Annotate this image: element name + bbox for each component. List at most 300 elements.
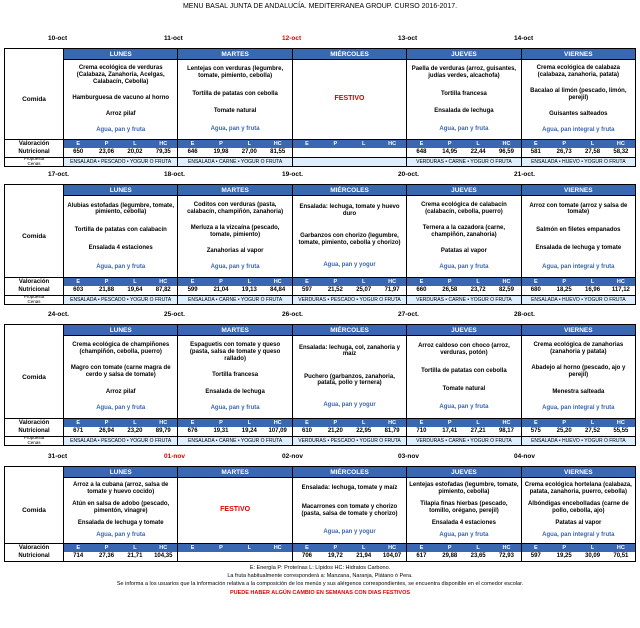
- nutrition-values: [64, 286, 177, 295]
- date-label: 27-oct.: [398, 311, 419, 318]
- nutrient-header: HC: [159, 545, 168, 551]
- nutrition-cell: [63, 278, 177, 295]
- nutrient-header: L: [476, 420, 480, 426]
- nutrition-values: [64, 148, 177, 157]
- nutrient-value: 19,64: [127, 287, 143, 293]
- nutrient-header: E: [76, 420, 81, 426]
- nutrient-value: 599: [187, 287, 198, 293]
- day-header-row: [5, 185, 635, 196]
- nutrient-header: L: [247, 545, 251, 551]
- nutrient-header: L: [247, 279, 251, 285]
- comida-label: Comida: [22, 96, 46, 103]
- nutrient-value: 19,72: [327, 553, 343, 559]
- nutrient-header: P: [219, 420, 223, 426]
- nutrient-value: 87,82: [155, 287, 171, 293]
- nutrition-label: [5, 140, 63, 157]
- nutrition-row: [5, 543, 635, 561]
- dinner-suggestion: VERDURAS • PESCADO • YOGUR O FRUTA: [292, 296, 406, 304]
- nutrition-header: [293, 419, 406, 427]
- date-label: 28-oct.: [514, 311, 535, 318]
- nutrient-value: [350, 148, 378, 157]
- day-header: MARTES: [177, 185, 291, 196]
- day-menu-cell: [177, 478, 291, 543]
- dish: Arroz pilaf: [105, 110, 136, 117]
- dish: Guisantes salteados: [549, 110, 608, 117]
- nutrient-value: 617: [416, 553, 427, 559]
- nutrient-header: L: [362, 141, 366, 147]
- nutrient-header: E: [533, 545, 538, 551]
- nutrient-value: 23,65: [470, 553, 486, 559]
- corner-cell: [5, 49, 63, 60]
- nutrition-label-line1: Valoración: [18, 545, 50, 552]
- nutrient-header: E: [419, 279, 424, 285]
- nutrition-values: [522, 148, 635, 157]
- nutrient-header: P: [104, 141, 109, 147]
- footer-warning: PUEDE HABER ALGÚN CAMBIO EN SEMANAS CON DIAS FESTIVOS: [229, 589, 411, 596]
- nutrient-value: 26,94: [99, 428, 115, 434]
- nutrition-cell: [292, 140, 406, 157]
- nutrient-value: 16,96: [585, 287, 601, 293]
- dish: Tortilla francesa: [212, 372, 259, 379]
- dish: Lentejas con verduras (legumbre, tomate, pimiento, cebolla): [187, 66, 284, 80]
- nutrient-value: 25,07: [356, 287, 372, 293]
- nutrition-label: [5, 278, 63, 295]
- dish: Hamburguesa de vacuno al horno: [72, 95, 170, 102]
- nutrition-header: [407, 544, 520, 552]
- nutrient-header: E: [76, 545, 81, 551]
- dish: Menestra salteada: [552, 388, 605, 395]
- day-header: VIERNES: [521, 185, 635, 196]
- nutrition-header: [293, 140, 406, 148]
- date-label: 31-oct: [48, 453, 68, 460]
- nutrient-value: 20,02: [127, 149, 143, 155]
- nutrient-value: 660: [416, 287, 427, 293]
- dinner-suggestion: ENSALADA • CARNE • YOGUR O FRUTA: [177, 437, 291, 445]
- dish: Macarrones con tomate y chorizo (pasta, salsa de tomate y chorizo): [301, 503, 398, 517]
- nutrient-header: L: [590, 279, 595, 285]
- nutrient-value: 27,21: [470, 428, 486, 434]
- festivo-label: FESTIVO: [220, 506, 251, 514]
- nutrient-value: 89,79: [155, 428, 171, 434]
- nutrient-header: E: [419, 545, 424, 551]
- dish: Ternera a la cazadora (carne, champiñón, zanahoria): [422, 224, 506, 238]
- day-header: LUNES: [63, 185, 177, 196]
- day-header: MIÉRCOLES: [292, 325, 406, 336]
- comida-row: [5, 336, 635, 418]
- nutrient-header: P: [104, 545, 109, 551]
- nutrient-header: E: [419, 141, 424, 147]
- day-menu-cell: [63, 478, 177, 543]
- nutrient-value: 21,71: [127, 553, 143, 559]
- nutrient-header: P: [104, 420, 109, 426]
- dish: Arroz caldoso con choco (arroz, verduras, potón): [418, 342, 510, 356]
- dinner-label-line2: Cenas: [27, 161, 41, 166]
- nutrition-cell: [177, 140, 291, 157]
- corner-cell: [5, 467, 63, 478]
- nutrition-label-line1: Valoración: [18, 420, 50, 427]
- festivo-label: FESTIVO: [334, 95, 365, 103]
- dish: Ensalada de lechuga y tomate: [535, 245, 622, 252]
- week-block: [4, 169, 636, 304]
- nutrient-header: L: [362, 420, 366, 426]
- dinner-suggestion: ENSALADA • PESCADO • YOGUR O FRUTA: [63, 437, 177, 445]
- nutrition-values: [178, 552, 291, 561]
- nutrition-header: [178, 278, 291, 286]
- nutrient-header: E: [76, 141, 81, 147]
- drinks-bread: Agua, pan y yogur: [323, 529, 376, 536]
- nutrient-value: 597: [530, 553, 541, 559]
- corner-cell: [5, 185, 63, 196]
- day-header: VIERNES: [521, 325, 635, 336]
- date-label: 04-nov: [514, 453, 535, 460]
- dinner-suggestion: ENSALADA • PESCADO • YOGUR O FRUTA: [63, 158, 177, 166]
- nutrition-values: [522, 286, 635, 295]
- nutrition-cell: [177, 544, 291, 561]
- nutrition-values: [407, 286, 520, 295]
- drinks-bread: Agua, pan integral y fruta: [542, 263, 615, 270]
- nutrient-header: E: [533, 141, 538, 147]
- nutrient-header: P: [219, 279, 223, 285]
- nutrition-header: [293, 278, 406, 286]
- date-label: 24-oct.: [48, 311, 69, 318]
- day-header: MARTES: [177, 49, 291, 60]
- nutrient-value: 107,09: [268, 428, 287, 434]
- nutrition-label-line2: Nutricional: [18, 552, 50, 559]
- nutrient-value: 680: [530, 287, 541, 293]
- nutrient-header: E: [305, 279, 309, 285]
- nutrition-header: [522, 140, 635, 148]
- nutrient-header: L: [590, 420, 595, 426]
- day-menu-cell: [63, 60, 177, 139]
- day-menu-cell: [63, 336, 177, 418]
- week-dates: [4, 451, 636, 466]
- nutrient-header: HC: [159, 141, 168, 147]
- dinner-label: [5, 158, 63, 166]
- day-header: MIÉRCOLES: [292, 49, 406, 60]
- dish: Garbanzos con chorizo (legumbre, tomate, pimiento, cebolla y chorizo): [298, 233, 401, 246]
- day-menu-cell: [292, 336, 406, 418]
- dish: Salmón en filetes empanados: [536, 227, 621, 234]
- footer-fruit-note: La fruta habitualmente corresponderá a: Manzana, Naranja, Plátano ó Pera.: [227, 573, 413, 580]
- drinks-bread: Agua, pan y fruta: [439, 264, 489, 271]
- nutrient-value: 671: [73, 428, 84, 434]
- day-menu-cell: [63, 196, 177, 277]
- nutrient-header: E: [305, 545, 309, 551]
- day-header: MIÉRCOLES: [292, 467, 406, 478]
- nutrient-header: P: [562, 141, 566, 147]
- nutrient-header: L: [476, 279, 480, 285]
- nutrient-value: 19,31: [213, 428, 229, 434]
- nutrient-value: 71,97: [384, 287, 400, 293]
- dish: Alubias estofadas (legumbre, tomate, pimiento, cebolla): [67, 202, 175, 216]
- nutrient-header: E: [305, 141, 309, 147]
- nutrient-header: L: [247, 141, 251, 147]
- nutrient-header: L: [133, 141, 137, 147]
- nutrient-header: L: [133, 545, 137, 551]
- drinks-bread: Agua, pan y yogur: [323, 261, 376, 268]
- dish: Ensalada de lechuga: [434, 108, 494, 115]
- nutrient-header: HC: [273, 545, 282, 551]
- nutrient-value: 23,72: [470, 287, 486, 293]
- dinner-label-line1: Propuesta: [23, 435, 45, 441]
- dish: Ensalada: lechuga, col, zanahoria y maíz: [298, 344, 401, 358]
- day-menu-cell: [177, 196, 291, 277]
- date-label: 13-oct: [398, 35, 418, 42]
- dish: Tilapia finas hierbas (pescado, tomillo, orégano, perejil): [420, 500, 508, 514]
- nutrient-value: [263, 552, 291, 561]
- day-menu-cell: [406, 336, 520, 418]
- nutrition-header: [293, 544, 406, 552]
- nutrition-header: [178, 419, 291, 427]
- nutrient-header: P: [333, 420, 338, 426]
- dinner-suggestion: ENSALADA • CARNE • YOGUR O FRUTA: [177, 296, 291, 304]
- corner-cell: [5, 325, 63, 336]
- dish: Crema ecológica de zanahorias (zanahoria y patata): [533, 341, 624, 355]
- dinner-suggestion: VERDURAS • PESCADO • YOGUR O FRUTA: [292, 437, 406, 445]
- nutrient-header: E: [190, 279, 195, 285]
- nutrient-value: 610: [301, 428, 312, 434]
- day-header: MARTES: [177, 325, 291, 336]
- day-menu-cell: [406, 478, 520, 543]
- dinner-suggestion: VERDURAS • CARNE • YOGUR O FRUTA: [406, 296, 520, 304]
- nutrient-value: 27,36: [99, 553, 115, 559]
- nutrient-value: 21,04: [213, 287, 229, 293]
- dish: Puchero (garbanzos, zanahoria, patata, pollo y ternera): [304, 373, 395, 387]
- nutrient-value: 104,35: [154, 553, 173, 559]
- drinks-bread: Agua, pan y fruta: [439, 404, 489, 411]
- nutrient-header: P: [333, 545, 338, 551]
- dish: Crema ecológica de calabaza (calabaza, zanahoria, patata): [536, 65, 621, 79]
- day-menu-cell: [521, 336, 635, 418]
- drinks-bread: Agua, pan integral y fruta: [542, 126, 615, 133]
- nutrient-header: L: [362, 279, 366, 285]
- day-menu-cell: [292, 60, 406, 139]
- dish: Patatas al vapor: [555, 520, 602, 527]
- dish: Tomate natural: [442, 386, 486, 393]
- dinner-label-line2: Cenas: [27, 440, 41, 445]
- dinner-row: [5, 157, 635, 166]
- nutrient-value: [207, 552, 235, 561]
- comida-label: Comida: [22, 507, 46, 514]
- nutrient-value: 79,35: [155, 149, 171, 155]
- dinner-suggestion: [292, 158, 406, 166]
- week-block: [4, 309, 636, 445]
- nutrient-value: [235, 552, 263, 561]
- nutrient-header: L: [247, 420, 251, 426]
- nutrient-header: P: [447, 141, 452, 147]
- nutrient-header: P: [562, 545, 566, 551]
- menu-table: [4, 466, 636, 562]
- date-label: 10-oct: [48, 35, 68, 42]
- nutrient-header: P: [333, 279, 338, 285]
- nutrition-label-line1: Valoración: [18, 279, 50, 286]
- nutrient-header: P: [333, 141, 338, 147]
- nutrient-value: 710: [416, 428, 427, 434]
- drinks-bread: Agua, pan y fruta: [439, 125, 489, 132]
- nutrition-cell: [63, 544, 177, 561]
- nutrient-header: E: [533, 420, 538, 426]
- nutrition-values: [178, 427, 291, 436]
- date-label: 21-oct.: [514, 171, 535, 178]
- dish: Magro con tomate (carne magra de cerdo y salsa de tomate): [70, 365, 171, 379]
- day-header: JUEVES: [406, 49, 520, 60]
- nutrient-value: 714: [73, 553, 84, 559]
- nutrition-cell: [521, 278, 635, 295]
- nutrition-values: [293, 148, 406, 157]
- nutrient-value: 676: [187, 428, 198, 434]
- nutrition-label-line2: Nutricional: [18, 148, 50, 155]
- nutrient-value: 82,59: [498, 287, 514, 293]
- nutrient-value: 84,84: [270, 287, 286, 293]
- nutrition-label-line2: Nutricional: [18, 427, 50, 434]
- nutrient-value: 27,52: [585, 428, 601, 434]
- day-menu-cell: [521, 60, 635, 139]
- nutrition-values: [522, 427, 635, 436]
- week-block: [4, 33, 636, 166]
- dish: Coditos con verduras (pasta, calabacín, champiñón, zanahoria): [187, 201, 284, 215]
- comida-row: [5, 196, 635, 277]
- nutrient-header: HC: [388, 141, 397, 147]
- nutrient-value: 98,17: [498, 428, 514, 434]
- dinner-suggestion: ENSALADA • PESCADO • YOGUR O FRUTA: [63, 296, 177, 304]
- menu-table: [4, 184, 636, 305]
- nutrition-header: [522, 544, 635, 552]
- nutrient-header: E: [190, 141, 195, 147]
- nutrient-value: 597: [301, 287, 312, 293]
- day-menu-cell: [521, 196, 635, 277]
- nutrient-header: E: [76, 279, 81, 285]
- comida-label: Comida: [22, 373, 46, 381]
- nutrient-value: 19,25: [556, 553, 572, 559]
- date-label: 18-oct.: [164, 171, 185, 178]
- drinks-bread: Agua, pan y fruta: [96, 263, 146, 270]
- day-menu-cell: [406, 60, 520, 139]
- nutrient-header: E: [190, 420, 195, 426]
- nutrition-header: [64, 278, 177, 286]
- day-header-row: [5, 49, 635, 60]
- nutrition-values: [293, 552, 406, 561]
- comida-label: Comida: [22, 233, 46, 240]
- day-menu-cell: [292, 478, 406, 543]
- nutrition-values: [64, 552, 177, 561]
- nutrient-header: E: [190, 545, 195, 551]
- nutrient-value: 30,09: [585, 553, 601, 559]
- nutrient-header: HC: [502, 545, 511, 551]
- menu-table: [4, 48, 636, 167]
- date-label: 25-oct.: [164, 311, 185, 318]
- nutrient-value: 81,79: [384, 428, 400, 434]
- nutrient-value: 27,58: [585, 149, 601, 155]
- date-label: 26-oct.: [282, 311, 303, 318]
- day-header: JUEVES: [406, 467, 520, 478]
- nutrient-header: HC: [616, 279, 625, 285]
- drinks-bread: Agua, pan y fruta: [210, 125, 260, 132]
- nutrient-value: [178, 552, 206, 561]
- nutrition-cell: [521, 419, 635, 436]
- nutrient-value: 117,12: [611, 287, 630, 293]
- day-header-row: [5, 325, 635, 336]
- dish: Crema ecológica de calabacín (calabacín, cebolla, puerro): [421, 201, 507, 215]
- nutrient-header: L: [476, 141, 480, 147]
- date-label: 20-oct.: [398, 171, 419, 178]
- dish: Ensalada: lechuga, tomate y huevo duro: [299, 204, 400, 218]
- menu-table: [4, 324, 636, 446]
- dinner-suggestion: ENSALADA • HUEVO • YOGUR O FRUTA: [521, 437, 635, 445]
- dish: Atún en salsa de adobo (pescado, pimentón, vinagre): [72, 500, 170, 514]
- date-label: 11-oct: [164, 35, 183, 42]
- nutrient-header: E: [419, 420, 424, 426]
- nutrient-value: 575: [530, 428, 541, 434]
- nutrient-value: 18,25: [556, 287, 572, 293]
- nutrient-header: P: [219, 545, 223, 551]
- nutrient-value: 21,52: [327, 287, 343, 293]
- dinner-row: [5, 295, 635, 304]
- nutrition-values: [64, 427, 177, 436]
- dish: Arroz pilaf: [105, 388, 136, 395]
- nutrition-values: [407, 148, 520, 157]
- nutrient-value: 81,55: [270, 149, 286, 155]
- nutrient-header: P: [447, 545, 452, 551]
- nutrient-header: HC: [388, 545, 397, 551]
- nutrition-values: [178, 148, 291, 157]
- nutrition-cell: [406, 278, 520, 295]
- nutrient-header: HC: [502, 420, 511, 426]
- nutrient-header: HC: [273, 420, 282, 426]
- dinner-label-line1: Propuesta: [23, 294, 45, 300]
- dish: Crema ecológica hortelana (calabaza, patata, zanahoria, puerro, cebolla): [524, 481, 632, 495]
- nutrition-header: [64, 419, 177, 427]
- nutrition-cell: [521, 544, 635, 561]
- nutrient-header: E: [533, 279, 538, 285]
- nutrient-value: 25,20: [556, 428, 572, 434]
- nutrition-cell: [521, 140, 635, 157]
- nutrient-value: 603: [73, 287, 84, 293]
- dish: Ensalada: lechuga, tomate y maíz: [301, 484, 398, 491]
- nutrient-header: P: [562, 279, 566, 285]
- dish: Ensalada 4 estaciones: [88, 245, 153, 252]
- nutrient-value: 72,93: [498, 553, 514, 559]
- day-menu-cell: [177, 336, 291, 418]
- nutrient-value: 29,88: [442, 553, 458, 559]
- date-label: 02-nov: [282, 453, 303, 460]
- nutrition-values: [178, 286, 291, 295]
- drinks-bread: Agua, pan y yogur: [323, 402, 376, 409]
- dish: Albóndigas encebolladas (carne de pollo, cebolla, ajo): [527, 500, 629, 514]
- dish: Espaguetis con tomate y queso (pasta, salsa de tomate y queso rallado): [189, 341, 281, 362]
- nutrient-header: HC: [159, 279, 168, 285]
- day-header: LUNES: [63, 325, 177, 336]
- nutrient-value: 706: [301, 553, 312, 559]
- nutrient-header: L: [476, 545, 480, 551]
- nutrient-value: 27,00: [241, 149, 257, 155]
- dinner-suggestion: VERDURAS • CARNE • YOGUR O FRUTA: [406, 437, 520, 445]
- nutrient-header: HC: [273, 141, 282, 147]
- nutrition-values: [407, 427, 520, 436]
- nutrition-cell: [292, 419, 406, 436]
- date-label: 14-oct: [514, 35, 534, 42]
- nutrient-value: 21,94: [356, 553, 372, 559]
- nutrition-header: [407, 140, 520, 148]
- nutrient-header: HC: [616, 420, 625, 426]
- dish: Arroz a la cubana (arroz, salsa de tomate y huevo cocido): [73, 481, 169, 495]
- day-header: JUEVES: [406, 325, 520, 336]
- dish: Arroz con tomate (arroz y salsa de tomate): [529, 202, 628, 216]
- day-header: MIÉRCOLES: [292, 185, 406, 196]
- nutrition-header: [178, 544, 291, 552]
- day-header: LUNES: [63, 467, 177, 478]
- nutrient-header: P: [447, 420, 452, 426]
- nutrient-header: HC: [502, 141, 511, 147]
